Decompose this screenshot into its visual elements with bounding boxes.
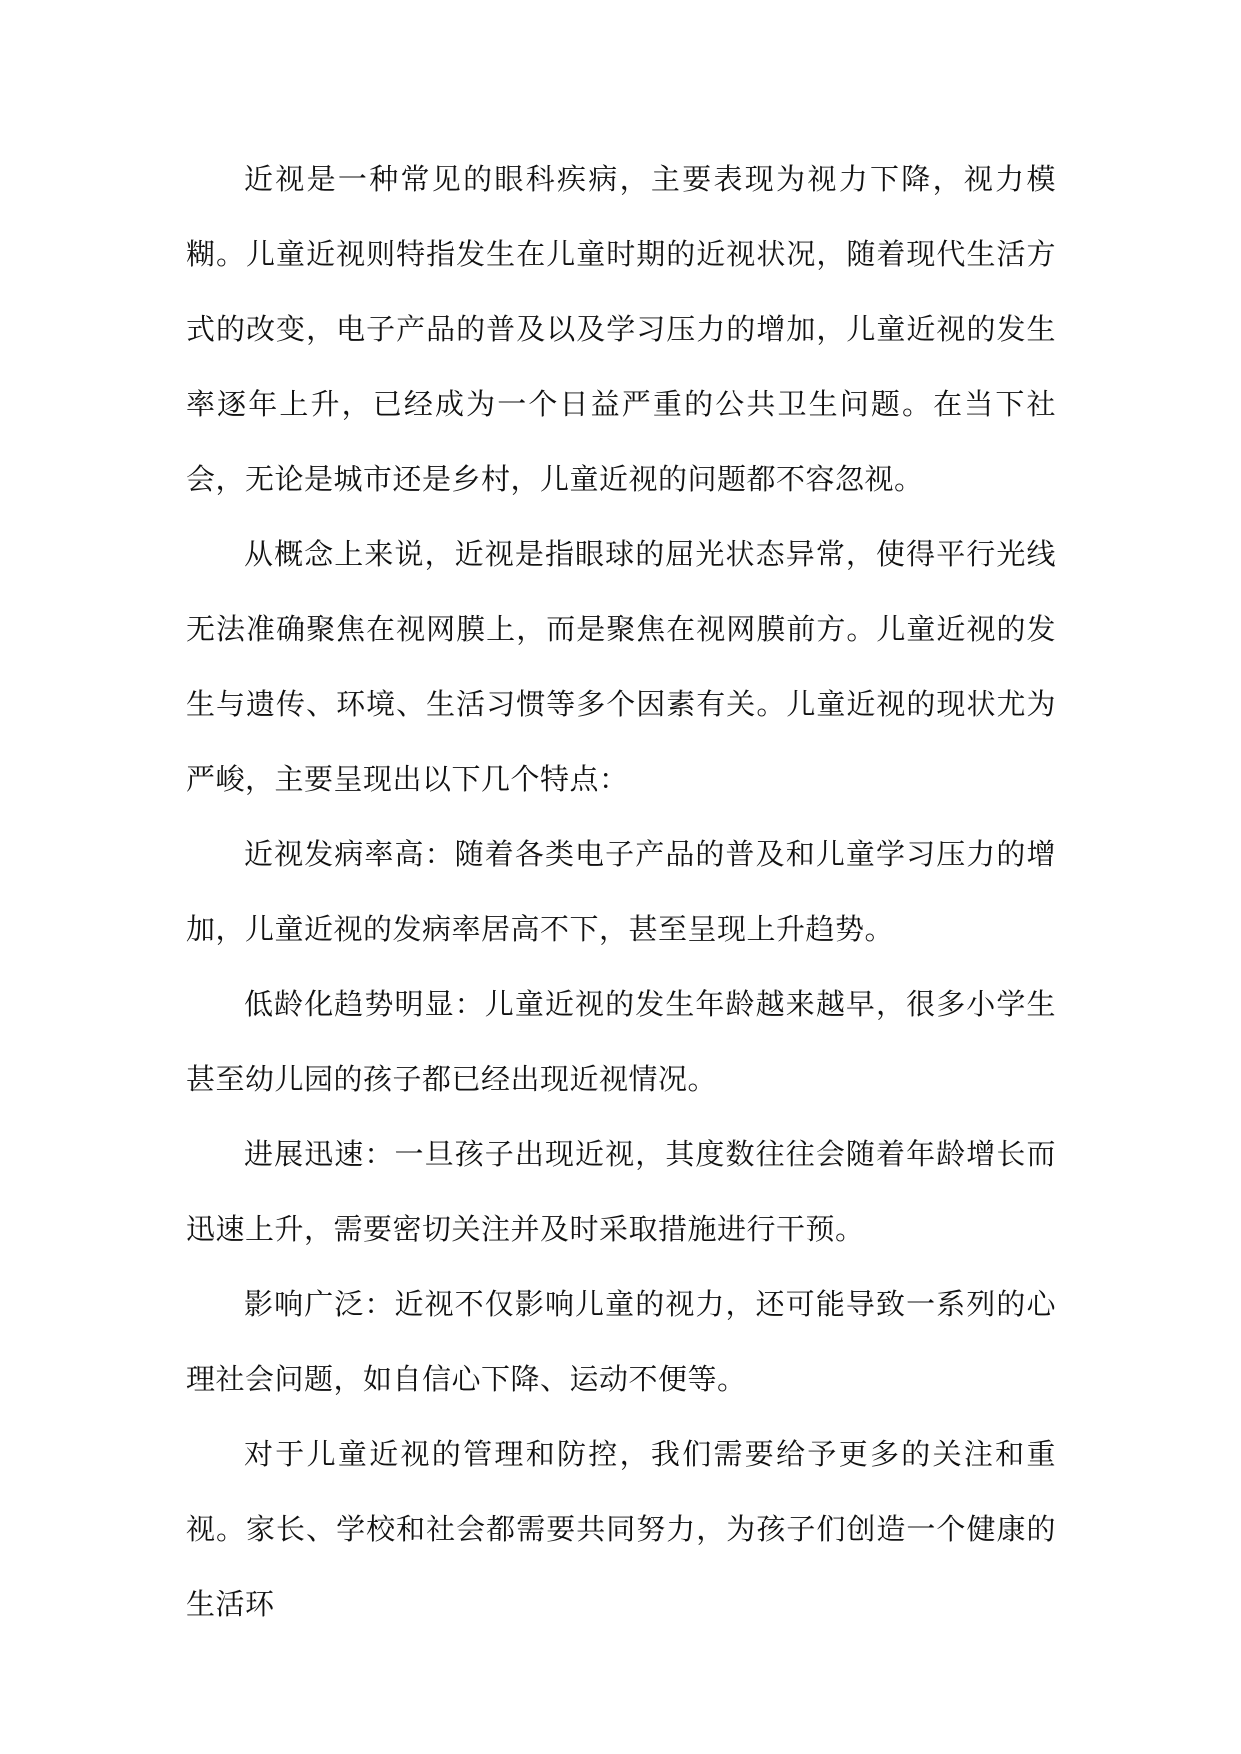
paragraph-prevention: 对于儿童近视的管理和防控，我们需要给予更多的关注和重视。家长、学校和社会都需要共同努力，为孩子们创造一个健康的生活环 [186,1437,1056,1621]
paragraph-high-incidence: 近视发病率高：随着各类电子产品的普及和儿童学习压力的增加，儿童近视的发病率居高不下，甚至呈现上升趋势。 [186,837,1056,946]
paragraph-rapid-progression: 进展迅速：一旦孩子出现近视，其度数往往会随着年龄增长而迅速上升，需要密切关注并及时采取措施进行干预。 [186,1137,1056,1246]
document-body [186,142,1056,1642]
paragraph-younger-onset: 低龄化趋势明显：儿童近视的发生年龄越来越早，很多小学生甚至幼儿园的孩子都已经出现近视情况。 [186,987,1056,1096]
paragraph-wide-impact: 影响广泛：近视不仅影响儿童的视力，还可能导致一系列的心理社会问题，如自信心下降、运动不便等。 [186,1287,1056,1396]
paragraph-myopia-definition: 近视是一种常见的眼科疾病，主要表现为视力下降，视力模糊。儿童近视则特指发生在儿童时期的近视状况，随着现代生活方式的改变，电子产品的普及以及学习压力的增加，儿童近视的发生率逐年上升，已经成为一个日益严重的公共卫生问题。在当下社会，无论是城市还是乡村，儿童近视的问题都不容忽视。 [186,162,1056,496]
paragraph-myopia-concept: 从概念上来说，近视是指眼球的屈光状态异常，使得平行光线无法准确聚焦在视网膜上，而是聚焦在视网膜前方。儿童近视的发生与遗传、环境、生活习惯等多个因素有关。儿童近视的现状尤为严峻，主要呈现出以下几个特点： [186,537,1056,796]
